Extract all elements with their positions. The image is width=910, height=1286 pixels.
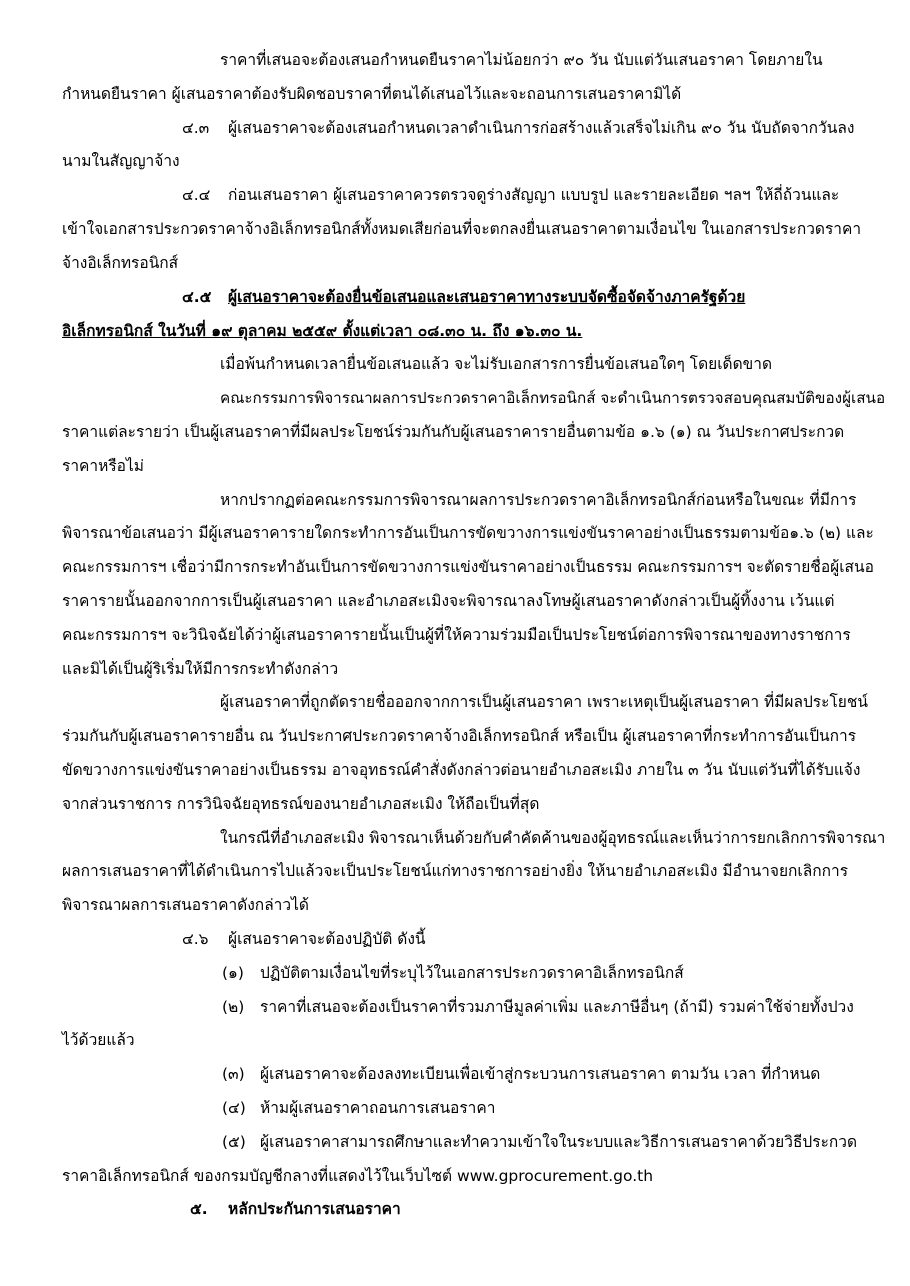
- section-number: ๕.: [190, 1200, 208, 1218]
- text-line: เมื่อพ้นกำหนดเวลายื่นข้อเสนอแล้ว จะไม่รับเอกสารการยื่นข้อเสนอใดๆ โดยเด็ดขาด: [220, 355, 773, 373]
- text-line: ร่วมกันกับผู้เสนอราคารายอื่น ณ วันประกาศประกวดราคาจ้างอิเล็กทรอนิกส์ หรือเป็น ผู้เสนอราคาที่กระทำการอันเป็นการ: [62, 727, 857, 745]
- text-line: ราคารายนั้นออกจากการเป็นผู้เสนอราคา และอำเภอสะเมิงจะพิจารณาลงโทษผู้เสนอราคาดังกล่าวเป็นผู้ทิ้งงาน เว้นแต่: [62, 592, 835, 610]
- text-line: ไว้ด้วยแล้ว: [62, 1031, 135, 1049]
- text-line: คณะกรรมการพิจารณาผลการประกวดราคาอิเล็กทรอนิกส์ จะดำเนินการตรวจสอบคุณสมบัติของผู้เสนอ: [220, 389, 886, 407]
- text-line: เข้าใจเอกสารประกวดราคาจ้างอิเล็กทรอนิกส์ทั้งหมดเสียก่อนที่จะตกลงยื่นเสนอราคาตามเงื่อนไข ในเอกสารประกวดราคา: [62, 220, 862, 238]
- text-line: พิจารณาข้อเสนอว่า มีผู้เสนอราคารายใดกระทำการอันเป็นการขัดขวางการแข่งขันราคาอย่างเป็นธรรมตามข้อ๑.๖ (๒) และ: [62, 524, 874, 542]
- section-5-heading: ๕. หลักประกันการเสนอราคา: [190, 1200, 401, 1218]
- sub-item-4: (๔) ห้ามผู้เสนอราคาถอนการเสนอราคา: [222, 1099, 496, 1117]
- item-number: (๑): [222, 964, 244, 982]
- text-line: คณะกรรมการฯ เชื่อว่ามีการกระทำอันเป็นการขัดขวางการแข่งขันราคาอย่างเป็นธรรม คณะกรรมการฯ จะตัดรายชื่อผู้เสนอ: [62, 558, 874, 576]
- text-line: ในกรณีที่อำเภอสะเมิง พิจารณาเห็นด้วยกับคำคัดค้านของผู้อุทธรณ์และเห็นว่าการยกเลิกการพิจารณา: [220, 829, 886, 847]
- text-line: กำหนดยืนราคา ผู้เสนอราคาต้องรับผิดชอบราคาที่ตนได้เสนอไว้และจะถอนการเสนอราคามิได้: [62, 85, 682, 103]
- submission-date-line: อิเล็กทรอนิกส์ ในวันที่ ๑๙ ตุลาคม ๒๕๕๙ ตั้งแต่เวลา ๐๘.๓๐ น. ถึง ๑๖.๓๐ น.: [62, 322, 583, 340]
- clause-4-3: ๔.๓ ผู้เสนอราคาจะต้องเสนอกำหนดเวลาดำเนินการก่อสร้างแล้วเสร็จไม่เกิน ๙๐ วัน นับถัดจากวันลง: [182, 119, 855, 137]
- text-line: และมิได้เป็นผู้ริเริ่มให้มีการกระทำดังกล่าว: [62, 660, 339, 678]
- clause-number: ๔.๔: [182, 186, 211, 204]
- clause-number: ๔.๓: [182, 119, 210, 137]
- text-line: นามในสัญญาจ้าง: [62, 152, 180, 170]
- clause-number: ๔.๕: [182, 288, 212, 306]
- text-line: หากปรากฏต่อคณะกรรมการพิจารณาผลการประกวดราคาอิเล็กทรอนิกส์ก่อนหรือในขณะ ที่มีการ: [220, 491, 857, 509]
- clause-4-5: ๔.๕ ผู้เสนอราคาจะต้องยื่นข้อเสนอและเสนอราคาทางระบบจัดซื้อจัดจ้างภาครัฐด้วย: [182, 288, 746, 306]
- text-line: ราคาที่เสนอจะต้องเสนอกำหนดยืนราคาไม่น้อยกว่า ๙๐ วัน นับแต่วันเสนอราคา โดยภายใน: [220, 51, 823, 69]
- text-line: จ้างอิเล็กทรอนิกส์: [62, 254, 179, 272]
- item-number: (๓): [222, 1065, 245, 1083]
- clause-4-4: ๔.๔ ก่อนเสนอราคา ผู้เสนอราคาควรตรวจดูร่างสัญญา แบบรูป และรายละเอียด ฯลฯ ให้ถี่ถ้วนและ: [182, 186, 840, 204]
- sub-item-1: (๑) ปฏิบัติตามเงื่อนไขที่ระบุไว้ในเอกสารประกวดราคาอิเล็กทรอนิกส์: [222, 964, 684, 982]
- sub-item-5: (๕) ผู้เสนอราคาสามารถศึกษาและทำความเข้าใจในระบบและวิธีการเสนอราคาด้วยวิธีประกวด: [222, 1133, 858, 1151]
- text-line: ผลการเสนอราคาที่ได้ดำเนินการไปแล้วจะเป็นประโยชน์แก่ทางราชการอย่างยิ่ง ให้นายอำเภอสะเมิง มีอำนาจยกเลิกการ: [62, 862, 849, 880]
- clause-number: ๔.๖: [182, 930, 209, 948]
- text-line: ราคาหรือไม่: [62, 457, 144, 475]
- text-line: ขัดขวางการแข่งขันราคาอย่างเป็นธรรม อาจอุทธรณ์คำสั่งดังกล่าวต่อนายอำเภอสะเมิง ภายใน ๓ วัน นับแต่วันที่ได้รับแจ้ง: [62, 761, 861, 779]
- text-line: ราคาอิเล็กทรอนิกส์ ของกรมบัญชีกลางที่แสดงไว้ในเว็บไซต์ www.gprocurement.go.th: [62, 1167, 654, 1185]
- item-number: (๕): [222, 1133, 246, 1151]
- text-line: คณะกรรมการฯ จะวินิจฉัยได้ว่าผู้เสนอราคารายนั้นเป็นผู้ที่ให้ความร่วมมือเป็นประโยชน์ต่อการพิจารณาของทางราชการ: [62, 626, 851, 644]
- item-number: (๒): [222, 998, 245, 1016]
- text-line: จากส่วนราชการ การวินิจฉัยอุทธรณ์ของนายอำเภอสะเมิง ให้ถือเป็นที่สุด: [62, 795, 540, 813]
- item-number: (๔): [222, 1099, 246, 1117]
- clause-4-6: ๔.๖ ผู้เสนอราคาจะต้องปฏิบัติ ดังนี้: [182, 930, 426, 948]
- text-line: ราคาแต่ละรายว่า เป็นผู้เสนอราคาที่มีผลประโยชน์ร่วมกันกับผู้เสนอราคารายอื่นตามข้อ ๑.๖ (๑) ณ วันประกาศประกวด: [62, 423, 845, 441]
- sub-item-3: (๓) ผู้เสนอราคาจะต้องลงทะเบียนเพื่อเข้าสู่กระบวนการเสนอราคา ตามวัน เวลา ที่กำหนด: [222, 1065, 821, 1083]
- sub-item-2: (๒) ราคาที่เสนอจะต้องเป็นราคาที่รวมภาษีมูลค่าเพิ่ม และภาษีอื่นๆ (ถ้ามี) รวมค่าใช้จ่ายทั้งปวง: [222, 998, 854, 1016]
- text-line: ผู้เสนอราคาที่ถูกตัดรายชื่อออกจากการเป็นผู้เสนอราคา เพราะเหตุเป็นผู้เสนอราคา ที่มีผลประโยชน์: [220, 693, 868, 711]
- text-line: พิจารณาผลการเสนอราคาดังกล่าวได้: [62, 896, 309, 914]
